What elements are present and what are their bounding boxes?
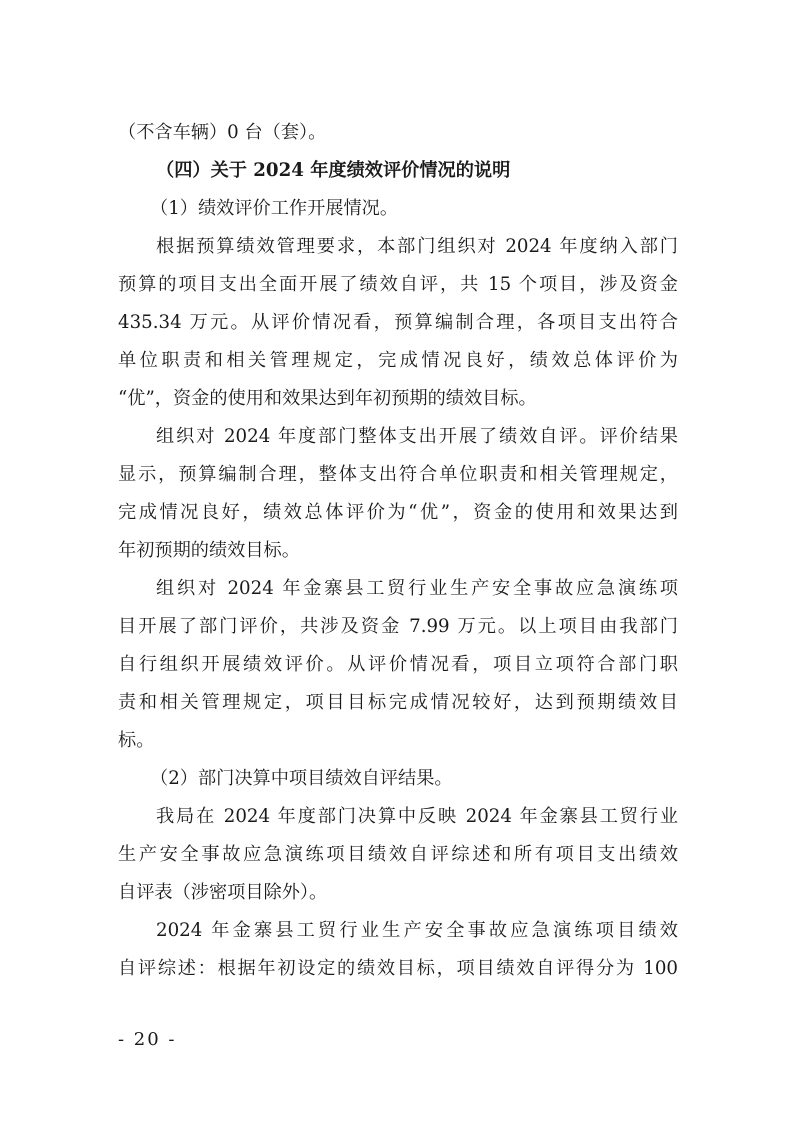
text-line: 预算的项目支出全面开展了绩效自评，共 15 个项目，涉及资金 xyxy=(118,274,678,295)
text-line: （不含车辆）0 台（套）。 xyxy=(118,122,327,143)
text-line: 单位职责和相关管理规定，完成情况良好，绩效总体评价为 xyxy=(118,350,678,371)
text-line: 自评综述：根据年初设定的绩效目标，项目绩效自评得分为 100 xyxy=(118,958,678,979)
text-line: 年初预期的绩效目标。 xyxy=(118,540,300,561)
text-line: 自评表（涉密项目除外）。 xyxy=(118,882,328,903)
subsection-heading: （1）绩效评价工作开展情况。 xyxy=(150,198,399,219)
text-line: 生产安全事故应急演练项目绩效自评综述和所有项目支出绩效 xyxy=(118,844,678,865)
text-line: “优”，资金的使用和效果达到年初预期的绩效目标。 xyxy=(118,388,537,409)
text-line: 自行组织开展绩效评价。从评价情况看，项目立项符合部门职 xyxy=(118,654,678,675)
text-line: 我局在 2024 年度部门决算中反映 2024 年金寨县工贸行业 xyxy=(156,806,678,827)
page-number: - 20 - xyxy=(118,1029,177,1050)
section-heading: （四）关于 2024 年度绩效评价情况的说明 xyxy=(156,160,511,181)
text-line: 目开展了部门评价，共涉及资金 7.99 万元。以上项目由我部门 xyxy=(118,616,678,637)
text-line: 根据预算绩效管理要求，本部门组织对 2024 年度纳入部门 xyxy=(156,236,678,257)
text-line: 435.34 万元。从评价情况看，预算编制合理，各项目支出符合 xyxy=(118,312,678,333)
text-line: 组织对 2024 年度部门整体支出开展了绩效自评。评价结果 xyxy=(156,426,678,447)
text-line: 组织对 2024 年金寨县工贸行业生产安全事故应急演练项 xyxy=(156,578,678,599)
text-line: 完成情况良好，绩效总体评价为“优”，资金的使用和效果达到 xyxy=(118,502,678,523)
body-text xyxy=(118,114,678,988)
text-line: 2024 年金寨县工贸行业生产安全事故应急演练项目绩效 xyxy=(156,920,678,941)
subsection-heading: （2）部门决算中项目绩效自评结果。 xyxy=(150,768,453,789)
text-line: 责和相关管理规定，项目目标完成情况较好，达到预期绩效目 xyxy=(118,692,678,713)
text-line: 标。 xyxy=(118,730,155,751)
text-line: 显示，预算编制合理，整体支出符合单位职责和相关管理规定， xyxy=(118,464,678,485)
